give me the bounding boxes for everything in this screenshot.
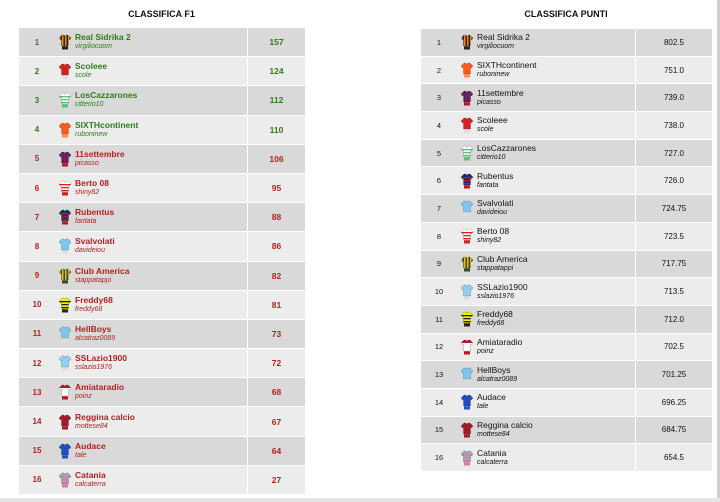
owner-name: tale: [75, 451, 87, 459]
table-row: [421, 444, 712, 471]
points-cell: 106: [247, 145, 305, 173]
team-kit-icon: [461, 339, 473, 355]
table-row: [19, 407, 305, 435]
f1-standings-table: [19, 27, 305, 495]
rank-cell: 11: [421, 306, 457, 333]
team-name[interactable]: Audace: [477, 392, 506, 403]
points-cell: 696.25: [635, 389, 712, 416]
owner-name: alcatraz0089: [477, 375, 518, 383]
team-name[interactable]: Amiataradio: [477, 336, 523, 347]
kit-cell: [55, 262, 75, 290]
rank-cell: 14: [421, 389, 457, 416]
kit-cell: [55, 320, 75, 348]
bottom-strip: [0, 498, 720, 502]
table-row: [421, 84, 712, 111]
team-name[interactable]: Real Sidrika 2: [75, 32, 131, 43]
kit-cell: [55, 466, 75, 494]
owner-name: davideiou: [75, 247, 105, 255]
owner-name: ruboninew: [477, 71, 510, 79]
team-cell: [477, 444, 635, 471]
points-cell: 723.5: [635, 223, 712, 250]
points-cell: 739.0: [635, 84, 712, 111]
team-name[interactable]: SIXTHcontinent: [75, 119, 139, 130]
points-cell: 81: [247, 291, 305, 319]
owner-name: shiny82: [75, 189, 100, 197]
team-name[interactable]: Reggina calcio: [477, 419, 533, 430]
team-name[interactable]: Freddy68: [75, 294, 113, 305]
team-kit-icon: [59, 268, 71, 284]
team-kit-icon: [461, 200, 473, 216]
table-row: [19, 437, 305, 465]
owner-name: stappatappi: [477, 264, 514, 272]
table-row: [421, 57, 712, 84]
owner-name: sslazio1976: [75, 364, 112, 372]
points-cell: 701.25: [635, 361, 712, 388]
f1-title: CLASSIFICA F1: [128, 9, 195, 19]
rank-cell: 10: [421, 278, 457, 305]
table-row: [19, 349, 305, 377]
team-cell: [477, 334, 635, 361]
team-name[interactable]: Scoleee: [477, 115, 508, 126]
team-cell: [75, 378, 247, 406]
team-kit-icon: [59, 355, 71, 371]
team-cell: [75, 262, 247, 290]
table-row: [19, 28, 305, 56]
kit-cell: [457, 84, 477, 111]
points-cell: 124: [247, 57, 305, 85]
team-kit-icon: [461, 422, 473, 438]
owner-name: stappatappi: [75, 276, 112, 284]
points-cell: 110: [247, 116, 305, 144]
rank-cell: 14: [19, 407, 55, 435]
kit-cell: [457, 444, 477, 471]
rank-cell: 13: [19, 378, 55, 406]
kit-cell: [55, 174, 75, 202]
owner-name: freddy68: [477, 320, 505, 328]
team-kit-icon: [461, 228, 473, 244]
team-name[interactable]: Club America: [75, 265, 130, 276]
kit-cell: [457, 251, 477, 278]
owner-name: mottese84: [477, 430, 510, 438]
points-cell: 72: [247, 349, 305, 377]
team-cell: [477, 417, 635, 444]
team-kit-icon: [59, 209, 71, 225]
team-name[interactable]: Reggina calcio: [75, 411, 135, 422]
table-row: [421, 278, 712, 305]
team-cell: [477, 167, 635, 194]
team-name[interactable]: Real Sidrika 2: [477, 32, 530, 43]
points-cell: 73: [247, 320, 305, 348]
team-name[interactable]: SSLazio1900: [477, 281, 528, 292]
kit-cell: [55, 86, 75, 114]
team-cell: [477, 84, 635, 111]
table-row: [19, 320, 305, 348]
rank-cell: 12: [421, 334, 457, 361]
team-cell: [477, 195, 635, 222]
kit-cell: [457, 195, 477, 222]
table-row: [421, 195, 712, 222]
rank-cell: 6: [19, 174, 55, 202]
rank-cell: 4: [421, 112, 457, 139]
owner-name: virgiliocuom: [75, 43, 112, 51]
kit-cell: [457, 361, 477, 388]
owner-name: virgiliocuom: [477, 43, 514, 51]
points-cell: 654.5: [635, 444, 712, 471]
owner-name: calcaterra: [75, 480, 106, 488]
rank-cell: 9: [19, 262, 55, 290]
team-kit-icon: [461, 256, 473, 272]
owner-name: davideiou: [477, 209, 507, 217]
team-cell: [477, 306, 635, 333]
rank-cell: 10: [19, 291, 55, 319]
kit-cell: [457, 278, 477, 305]
team-kit-icon: [59, 180, 71, 196]
table-row: [421, 112, 712, 139]
team-cell: [477, 223, 635, 250]
rank-cell: 16: [19, 466, 55, 494]
team-name[interactable]: Club America: [477, 253, 528, 264]
owner-name: citterio10: [477, 154, 506, 162]
team-kit-icon: [461, 62, 473, 78]
team-cell: [75, 28, 247, 56]
table-row: [19, 291, 305, 319]
rank-cell: 8: [421, 223, 457, 250]
punti-title: CLASSIFICA PUNTI: [524, 9, 608, 19]
points-cell: 67: [247, 407, 305, 435]
rank-cell: 11: [19, 320, 55, 348]
rank-cell: 7: [421, 195, 457, 222]
team-kit-icon: [59, 414, 71, 430]
points-cell: 95: [247, 174, 305, 202]
rank-cell: 15: [19, 437, 55, 465]
team-cell: [477, 251, 635, 278]
team-kit-icon: [461, 145, 473, 161]
team-kit-icon: [59, 151, 71, 167]
team-name[interactable]: LosCazzarones: [75, 90, 138, 101]
team-cell: [75, 320, 247, 348]
team-kit-icon: [461, 367, 473, 383]
rank-cell: 7: [19, 203, 55, 231]
team-name[interactable]: HellBoys: [477, 364, 511, 375]
owner-name: shiny82: [477, 237, 502, 245]
team-cell: [477, 112, 635, 139]
table-row: [19, 116, 305, 144]
owner-name: tale: [477, 403, 489, 411]
team-name[interactable]: 11settembre: [477, 87, 524, 98]
team-kit-icon: [461, 90, 473, 106]
owner-name: citterio10: [75, 101, 104, 109]
points-cell: 112: [247, 86, 305, 114]
team-cell: [75, 437, 247, 465]
rank-cell: 12: [19, 349, 55, 377]
rank-cell: 3: [421, 84, 457, 111]
points-cell: 64: [247, 437, 305, 465]
team-kit-icon: [59, 443, 71, 459]
team-name[interactable]: Audace: [75, 440, 106, 451]
rank-cell: 5: [19, 145, 55, 173]
team-cell: [477, 278, 635, 305]
points-cell: 751.0: [635, 57, 712, 84]
team-name[interactable]: LosCazzarones: [477, 143, 537, 154]
kit-cell: [457, 112, 477, 139]
owner-name: picasso: [75, 159, 99, 167]
team-kit-icon: [59, 472, 71, 488]
points-cell: 717.75: [635, 251, 712, 278]
table-row: [421, 140, 712, 167]
points-cell: 726.0: [635, 167, 712, 194]
rank-cell: 5: [421, 140, 457, 167]
team-kit-icon: [461, 394, 473, 410]
rank-cell: 8: [19, 232, 55, 260]
kit-cell: [55, 407, 75, 435]
team-kit-icon: [461, 117, 473, 133]
team-cell: [75, 203, 247, 231]
team-name[interactable]: Catania: [477, 447, 507, 458]
team-cell: [75, 86, 247, 114]
points-cell: 88: [247, 203, 305, 231]
owner-name: scole: [477, 126, 494, 134]
rank-cell: 9: [421, 251, 457, 278]
team-kit-icon: [59, 63, 71, 79]
team-kit-icon: [461, 284, 473, 300]
kit-cell: [55, 349, 75, 377]
kit-cell: [457, 334, 477, 361]
table-row: [19, 145, 305, 173]
kit-cell: [457, 417, 477, 444]
owner-name: fantata: [477, 181, 499, 189]
kit-cell: [457, 29, 477, 56]
team-kit-icon: [59, 238, 71, 254]
table-row: [19, 174, 305, 202]
team-kit-icon: [59, 122, 71, 138]
table-row: [421, 417, 712, 444]
team-cell: [75, 145, 247, 173]
kit-cell: [457, 223, 477, 250]
team-cell: [477, 361, 635, 388]
rank-cell: 15: [421, 417, 457, 444]
team-cell: [75, 349, 247, 377]
punti-standings-table: [421, 28, 712, 472]
team-name[interactable]: Catania: [75, 469, 106, 480]
points-cell: 68: [247, 378, 305, 406]
team-cell: [75, 57, 247, 85]
points-cell: 684.75: [635, 417, 712, 444]
rank-cell: 2: [421, 57, 457, 84]
kit-cell: [457, 389, 477, 416]
table-row: [421, 389, 712, 416]
table-row: [421, 334, 712, 361]
table-row: [19, 203, 305, 231]
team-kit-icon: [461, 450, 473, 466]
team-name[interactable]: Amiataradio: [75, 382, 125, 393]
owner-name: sslazio1976: [477, 292, 514, 300]
team-cell: [477, 140, 635, 167]
team-cell: [75, 116, 247, 144]
team-cell: [75, 232, 247, 260]
table-row: [19, 57, 305, 85]
team-kit-icon: [59, 34, 71, 50]
owner-name: picasso: [477, 98, 501, 106]
team-cell: [477, 57, 635, 84]
kit-cell: [55, 57, 75, 85]
team-cell: [75, 466, 247, 494]
rank-cell: 1: [421, 29, 457, 56]
table-row: [421, 251, 712, 278]
points-cell: 27: [247, 466, 305, 494]
team-kit-icon: [461, 34, 473, 50]
kit-cell: [55, 291, 75, 319]
rank-cell: 1: [19, 28, 55, 56]
owner-name: mottese84: [75, 422, 108, 430]
team-name[interactable]: Scoleee: [75, 61, 108, 72]
team-kit-icon: [461, 311, 473, 327]
kit-cell: [457, 140, 477, 167]
owner-name: freddy68: [75, 305, 103, 313]
points-cell: 724.75: [635, 195, 712, 222]
kit-cell: [55, 116, 75, 144]
team-name[interactable]: Svalvolati: [75, 236, 115, 247]
points-cell: 738.0: [635, 112, 712, 139]
kit-cell: [457, 57, 477, 84]
points-cell: 157: [247, 28, 305, 56]
team-cell: [75, 174, 247, 202]
team-kit-icon: [59, 326, 71, 342]
team-name[interactable]: Freddy68: [477, 309, 513, 320]
kit-cell: [55, 232, 75, 260]
points-cell: 712.0: [635, 306, 712, 333]
team-cell: [75, 407, 247, 435]
team-kit-icon: [59, 92, 71, 108]
team-name[interactable]: SSLazio1900: [75, 353, 127, 364]
table-row: [19, 86, 305, 114]
team-cell: [477, 389, 635, 416]
rank-cell: 13: [421, 361, 457, 388]
points-cell: 702.5: [635, 334, 712, 361]
points-cell: 713.5: [635, 278, 712, 305]
team-name[interactable]: HellBoys: [75, 323, 112, 334]
kit-cell: [457, 167, 477, 194]
team-cell: [75, 291, 247, 319]
kit-cell: [457, 306, 477, 333]
rank-cell: 4: [19, 116, 55, 144]
team-name[interactable]: Berto 08: [477, 226, 510, 237]
owner-name: poinz: [75, 393, 92, 401]
team-cell: [477, 29, 635, 56]
owner-name: alcatraz0089: [75, 334, 116, 342]
table-row: [421, 306, 712, 333]
table-row: [19, 262, 305, 290]
points-cell: 86: [247, 232, 305, 260]
rank-cell: 2: [19, 57, 55, 85]
team-name[interactable]: Berto 08: [75, 178, 110, 189]
owner-name: poinz: [477, 347, 494, 355]
team-name[interactable]: Rubentus: [477, 170, 514, 181]
owner-name: ruboninew: [75, 130, 108, 138]
table-row: [421, 29, 712, 56]
points-cell: 802.5: [635, 29, 712, 56]
kit-cell: [55, 378, 75, 406]
team-kit-icon: [59, 384, 71, 400]
table-row: [421, 223, 712, 250]
owner-name: fantata: [75, 218, 97, 226]
team-name[interactable]: Rubentus: [75, 207, 115, 218]
points-cell: 727.0: [635, 140, 712, 167]
points-cell: 82: [247, 262, 305, 290]
rank-cell: 6: [421, 167, 457, 194]
rank-cell: 16: [421, 444, 457, 471]
table-row: [19, 466, 305, 494]
kit-cell: [55, 28, 75, 56]
team-kit-icon: [59, 297, 71, 313]
rank-cell: 3: [19, 86, 55, 114]
kit-cell: [55, 203, 75, 231]
table-row: [19, 232, 305, 260]
table-row: [421, 361, 712, 388]
table-row: [19, 378, 305, 406]
kit-cell: [55, 437, 75, 465]
team-kit-icon: [461, 173, 473, 189]
owner-name: scole: [75, 72, 92, 80]
team-name[interactable]: Svalvolati: [477, 198, 514, 209]
team-name[interactable]: SIXTHcontinent: [477, 60, 537, 71]
kit-cell: [55, 145, 75, 173]
owner-name: calcaterra: [477, 458, 508, 466]
table-row: [421, 167, 712, 194]
team-name[interactable]: 11settembre: [75, 148, 125, 159]
